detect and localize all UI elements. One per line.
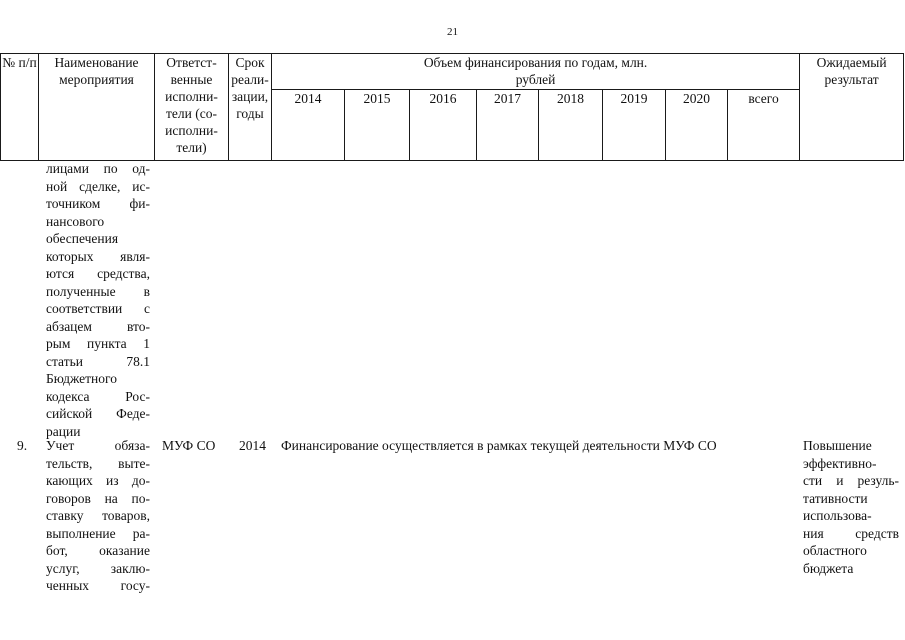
header-year-2020: 2020 xyxy=(666,90,728,161)
header-col-term: Срок реали-зации, годы xyxy=(229,54,272,161)
text-line: услуг, заклю- xyxy=(46,560,150,576)
header-year-2016: 2016 xyxy=(410,90,477,161)
text-line: полученные в xyxy=(46,283,150,299)
text-line: рации xyxy=(46,423,81,439)
table-header xyxy=(0,53,904,161)
header-col-financing: Объем финансирования по годам, млн. рублей xyxy=(272,54,800,90)
page-number: 21 xyxy=(447,26,458,38)
text-line: тельств, выте- xyxy=(46,455,150,471)
header-col-result: Ожидаемый результат xyxy=(800,54,904,161)
text-line: статьи 78.1 xyxy=(46,353,150,369)
text-line: которых явля- xyxy=(46,248,150,264)
text-line: Бюджетного xyxy=(46,371,117,386)
row-9-responsible: МУФ СО xyxy=(162,438,216,453)
header-col-responsible: Ответст-венные исполни-тели (со-исполни-тели) xyxy=(155,54,229,161)
text-line: обеспечения xyxy=(46,231,119,246)
text-line: использова- xyxy=(803,508,872,523)
text-line: кодекса Рос- xyxy=(46,388,150,404)
header-total: всего xyxy=(728,90,800,161)
text-line: рым пункта 1 xyxy=(46,336,150,351)
text-line: выполнение ра- xyxy=(46,525,150,541)
text-line: Повышение xyxy=(803,438,872,453)
text-line: говоров на по- xyxy=(46,490,150,506)
text-line: абзацем вто- xyxy=(46,318,150,334)
row-9-term: 2014 xyxy=(239,438,266,453)
header-year-2019: 2019 xyxy=(603,90,666,161)
row-9-name xyxy=(46,437,150,595)
header-year-2014: 2014 xyxy=(272,90,345,161)
text-line: ставку товаров, xyxy=(46,508,150,523)
continuation-text xyxy=(46,160,150,440)
text-line: ченных госу- xyxy=(46,578,150,593)
text-line: кающих из до- xyxy=(46,473,150,488)
text-line: ной сделке, ис- xyxy=(46,178,150,194)
header-year-2015: 2015 xyxy=(345,90,410,161)
text-line: ются средства, xyxy=(46,266,150,281)
text-line: нансового xyxy=(46,213,105,229)
header-year-2018: 2018 xyxy=(539,90,603,161)
text-line: соответствии с xyxy=(46,301,150,316)
text-line: бюджета xyxy=(803,560,854,576)
text-line: лицами по од- xyxy=(46,161,150,176)
text-line: ния средств xyxy=(803,525,899,541)
text-line: Учет обяза- xyxy=(46,438,150,453)
text-line: тативности xyxy=(803,490,868,506)
row-9-number: 9. xyxy=(17,438,28,453)
text-line: областного xyxy=(803,543,867,558)
text-line: бот, оказание xyxy=(46,543,150,558)
text-line: сти и резуль- xyxy=(803,473,899,488)
text-line: сийской Феде- xyxy=(46,406,150,421)
header-col-number: № п/п xyxy=(1,54,39,161)
row-9-financing: Финансирование осуществляется в рамках текущей деятельности МУФ СО xyxy=(281,438,717,453)
text-line: точником фи- xyxy=(46,196,150,211)
header-year-2017: 2017 xyxy=(477,90,539,161)
header-col-name: Наименование мероприятия xyxy=(39,54,155,161)
text-line: эффективно- xyxy=(803,455,877,471)
row-9-result xyxy=(803,437,899,577)
